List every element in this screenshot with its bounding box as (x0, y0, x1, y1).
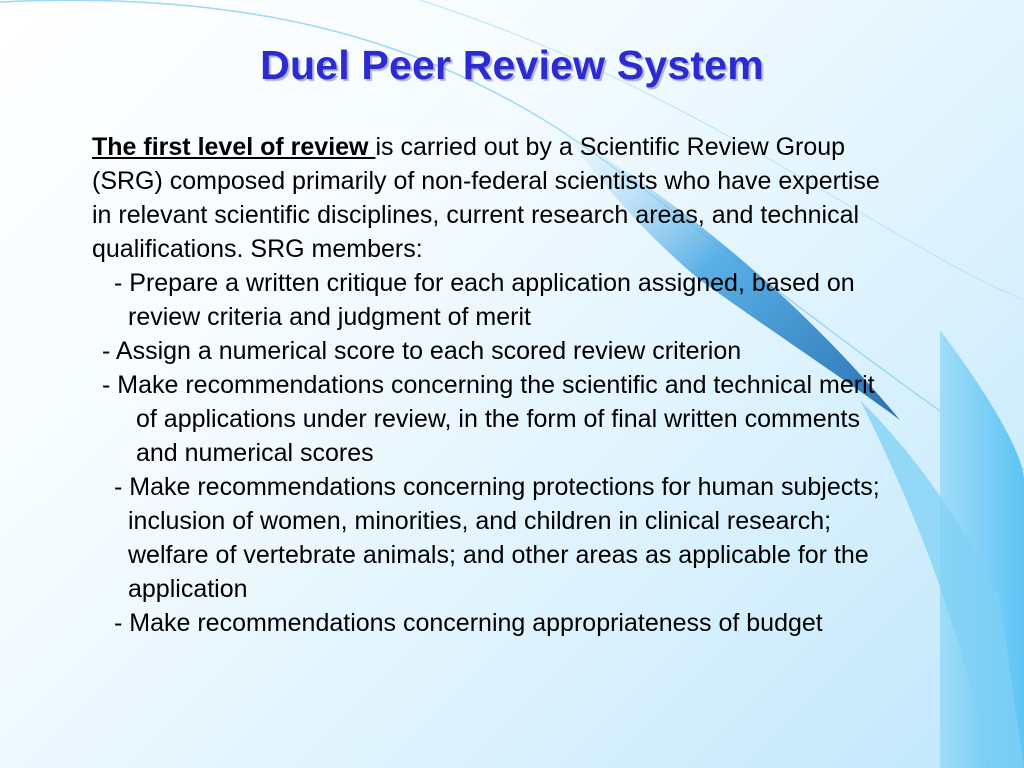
bullet-3-line-1: - Make recommendations concerning the scientific and technical merit (102, 371, 875, 399)
intro-text: is carried out by a Scientific Review Group (375, 133, 846, 161)
slide-body (92, 130, 1002, 640)
bullet-4-line-4: application (128, 575, 248, 603)
bullet-1-line-2: review criteria and judgment of merit (128, 303, 531, 331)
bullet-3-line-3: and numerical scores (136, 439, 374, 467)
intro-line-4: qualifications. SRG members: (92, 235, 423, 263)
intro-lead-text: The first level of review (92, 133, 376, 161)
intro-line-1 (92, 130, 1002, 164)
intro-line-3: in relevant scientific disciplines, current research areas, and technical (92, 201, 860, 229)
bullet-1-line-1: - Prepare a written critique for each application assigned, based on (114, 269, 855, 297)
bullet-2-line-1: - Assign a numerical score to each scored review criterion (102, 337, 742, 365)
bullet-4-line-1: - Make recommendations concerning protections for human subjects; (114, 473, 880, 501)
bullet-4-line-3: welfare of vertebrate animals; and other areas as applicable for the (128, 541, 869, 569)
bullet-5-line-1: - Make recommendations concerning appropriateness of budget (114, 609, 823, 637)
slide-title: Duel Peer Review System (260, 42, 764, 88)
intro-line-2: (SRG) composed primarily of non-federal scientists who have expertise (92, 167, 880, 195)
bullet-4-line-2: inclusion of women, minorities, and children in clinical research; (128, 507, 832, 535)
bullet-3-line-2: of applications under review, in the form of final written comments (136, 405, 860, 433)
